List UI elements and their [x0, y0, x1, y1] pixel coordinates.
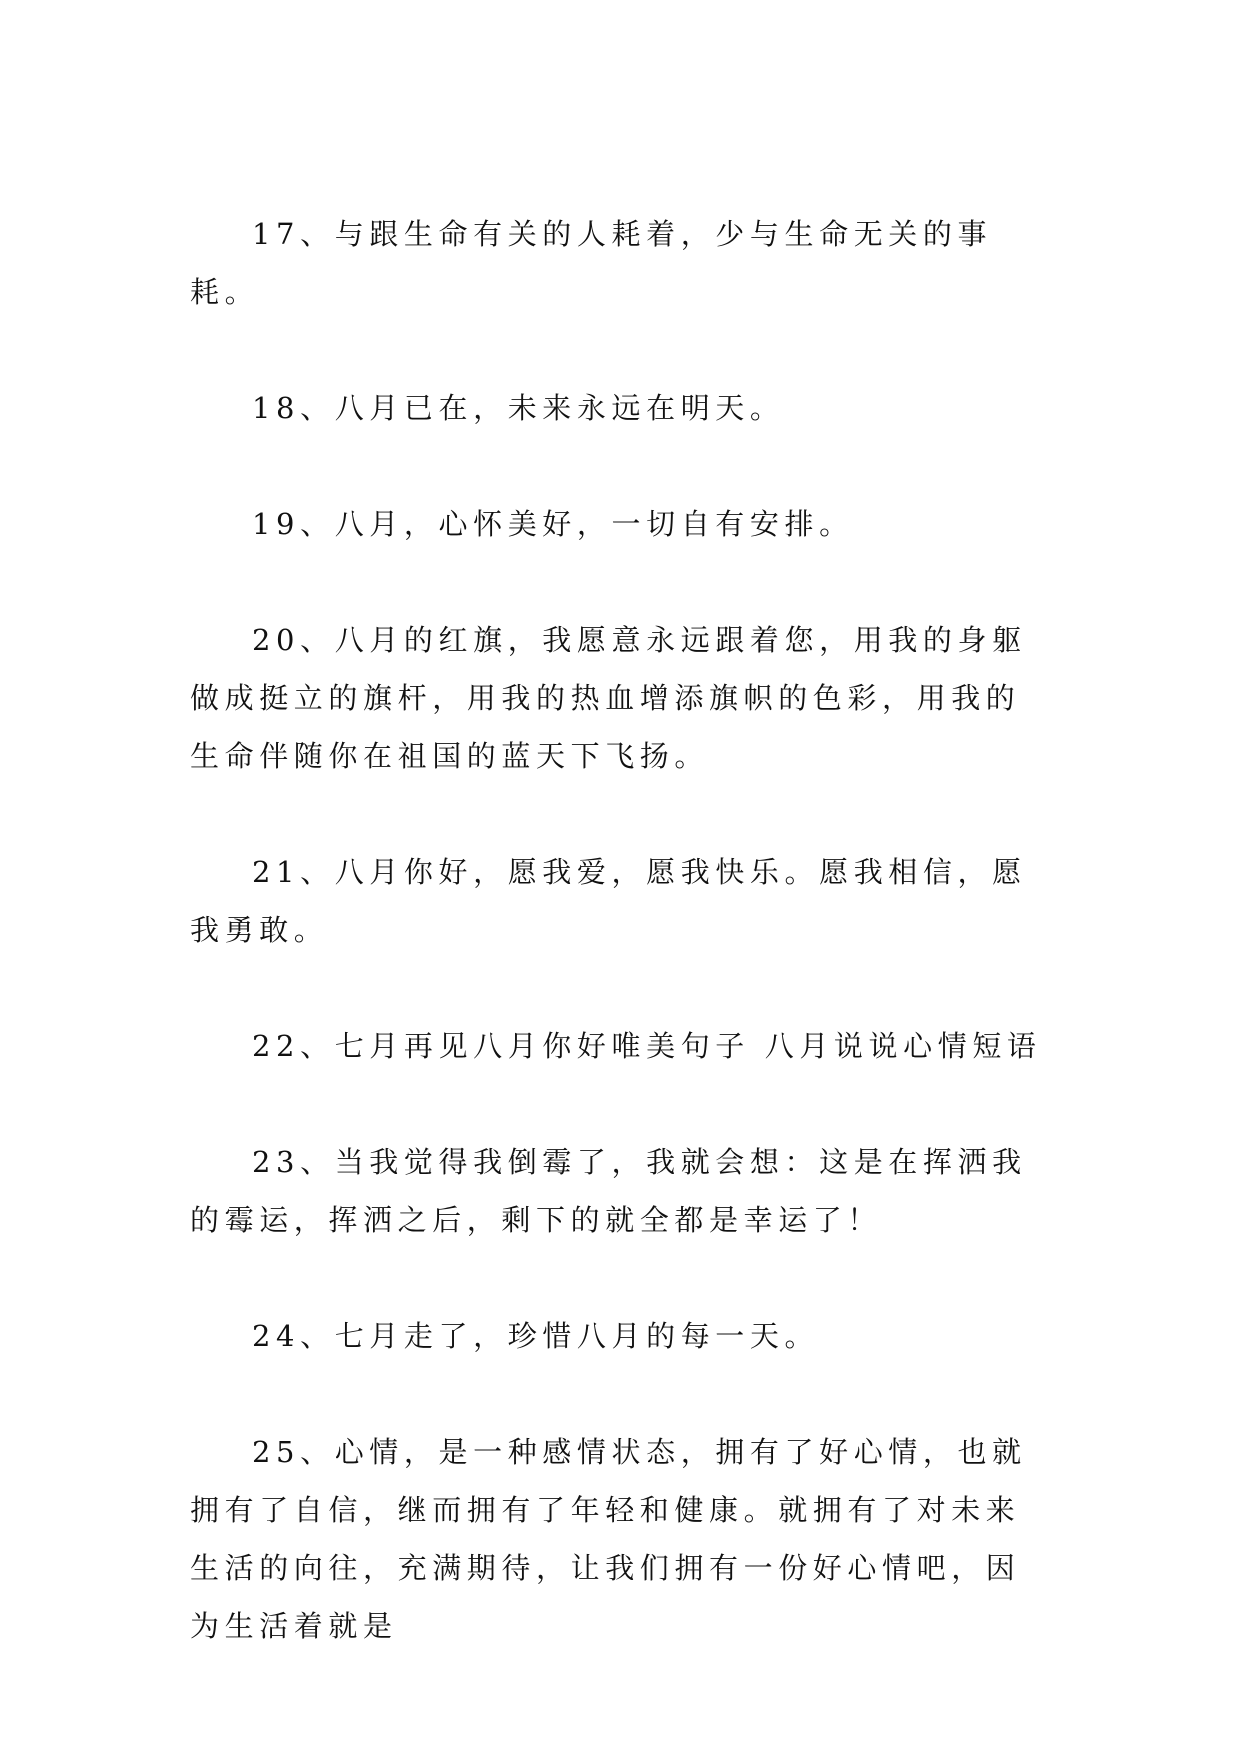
paragraph-23: 23、当我觉得我倒霉了，我就会想：这是在挥洒我的霉运，挥洒之后，剩下的就全都是幸运了！	[190, 1145, 1027, 1237]
paragraph-18: 18、八月已在，未来永远在明天。	[252, 391, 785, 425]
paragraph-25: 25、心情，是一种感情状态，拥有了好心情，也就拥有了自信，继而拥有了年轻和健康。就拥有了对未来生活的向往，充满期待，让我们拥有一份好心情吧，因为生活着就是	[190, 1435, 1027, 1643]
document-body	[190, 205, 1050, 1713]
paragraph-22: 22、七月再见八月你好唯美句子 八月说说心情短语	[252, 1029, 1042, 1063]
paragraph-19: 19、八月，心怀美好，一切自有安排。	[252, 507, 854, 541]
paragraph-24: 24、七月走了，珍惜八月的每一天。	[252, 1319, 820, 1353]
paragraph-17: 17、与跟生命有关的人耗着，少与生命无关的事耗。	[190, 217, 993, 309]
paragraph-21: 21、八月你好，愿我爱，愿我快乐。愿我相信，愿我勇敢。	[190, 855, 1027, 947]
paragraph-20: 20、八月的红旗，我愿意永远跟着您，用我的身躯做成挺立的旗杆，用我的热血增添旗帜的色彩，用我的生命伴随你在祖国的蓝天下飞扬。	[190, 623, 1027, 773]
